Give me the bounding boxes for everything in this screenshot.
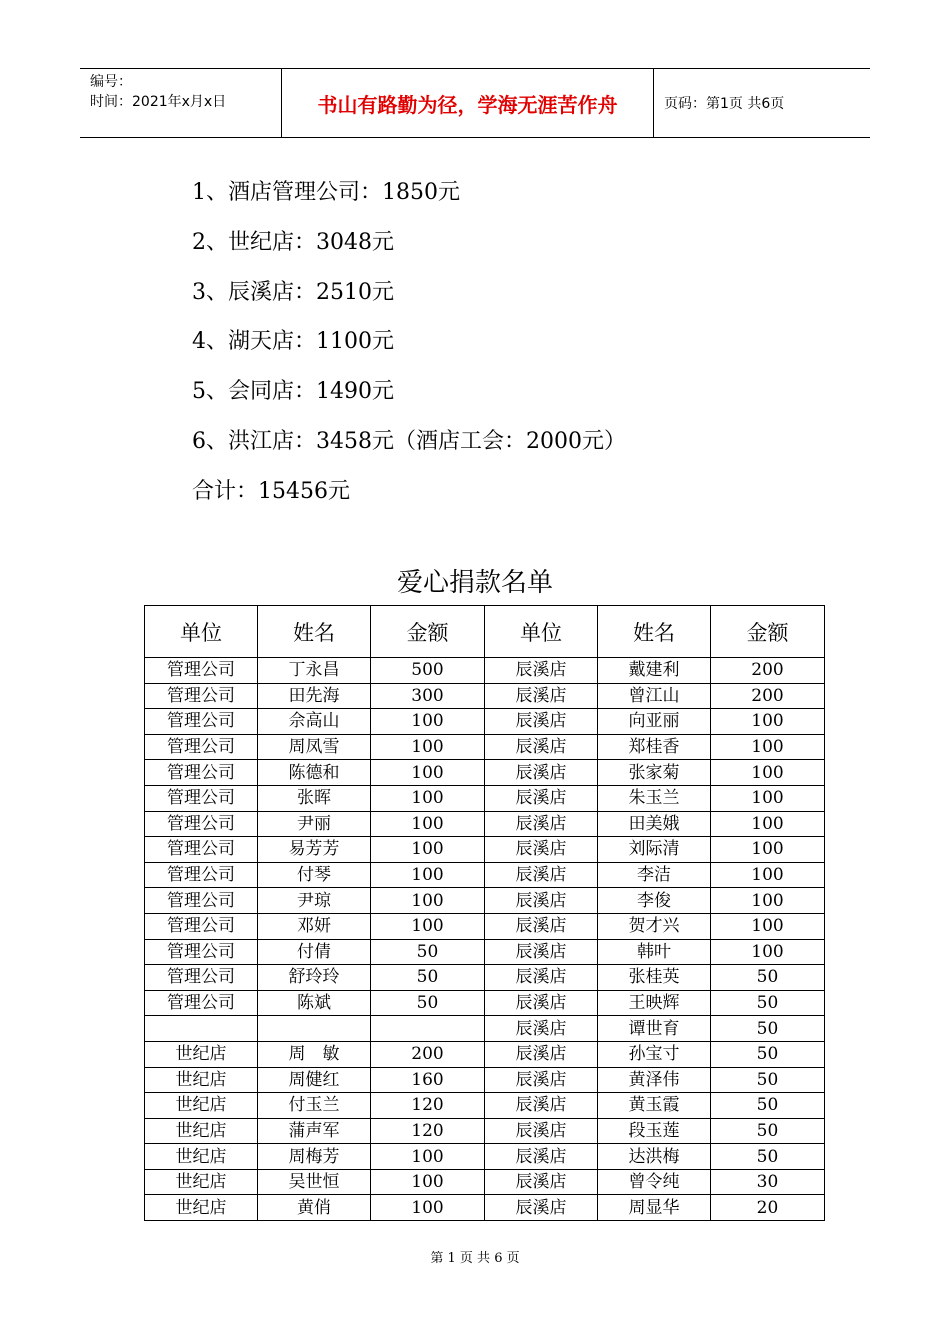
cell-unit: 辰溪店 <box>485 734 598 760</box>
cell-amount: 100 <box>711 837 825 863</box>
cell-name: 孙宝寸 <box>598 1041 711 1067</box>
cell-name: 达洪梅 <box>598 1144 711 1170</box>
cell-unit: 辰溪店 <box>485 837 598 863</box>
cell-name: 付琴 <box>258 862 371 888</box>
summary-line: 2、世纪店：3048元 <box>192 229 394 255</box>
cell-name: 李俊 <box>598 888 711 914</box>
cell-unit: 辰溪店 <box>485 658 598 684</box>
col-header-amount: 金额 <box>371 606 485 658</box>
table-row <box>145 1093 825 1119</box>
cell-unit: 世纪店 <box>145 1169 258 1195</box>
table-row <box>145 939 825 965</box>
cell-amount: 100 <box>371 734 485 760</box>
cell-amount: 100 <box>711 939 825 965</box>
cell-unit: 辰溪店 <box>485 1041 598 1067</box>
cell-amount: 200 <box>711 683 825 709</box>
cell-amount: 100 <box>371 913 485 939</box>
table-row <box>145 1144 825 1170</box>
cell-name: 李洁 <box>598 862 711 888</box>
cell-amount: 100 <box>371 1195 485 1221</box>
cell-name: 丁永昌 <box>258 658 371 684</box>
cell-unit <box>145 1016 258 1042</box>
cell-name: 谭世育 <box>598 1016 711 1042</box>
cell-unit: 管理公司 <box>145 658 258 684</box>
cell-amount: 30 <box>711 1169 825 1195</box>
table-row <box>145 913 825 939</box>
cell-unit: 辰溪店 <box>485 683 598 709</box>
cell-name: 周凤雪 <box>258 734 371 760</box>
page-header <box>80 68 870 138</box>
cell-unit: 辰溪店 <box>485 1067 598 1093</box>
cell-amount: 100 <box>371 837 485 863</box>
summary-line: 5、会同店：1490元 <box>192 379 394 405</box>
cell-name: 段玉莲 <box>598 1118 711 1144</box>
cell-name: 张晖 <box>258 785 371 811</box>
header-time-label: 时间：2021年x月x日 <box>90 94 227 110</box>
summary-total: 合计：15456元 <box>192 478 350 504</box>
table-row <box>145 862 825 888</box>
cell-unit: 辰溪店 <box>485 888 598 914</box>
table-row <box>145 811 825 837</box>
cell-name: 韩叶 <box>598 939 711 965</box>
table-row <box>145 990 825 1016</box>
cell-name: 付玉兰 <box>258 1093 371 1119</box>
cell-unit: 辰溪店 <box>485 913 598 939</box>
cell-amount: 50 <box>711 965 825 991</box>
cell-name: 舒玲玲 <box>258 965 371 991</box>
table-row <box>145 785 825 811</box>
cell-amount: 500 <box>371 658 485 684</box>
cell-name: 贺才兴 <box>598 913 711 939</box>
cell-unit: 管理公司 <box>145 888 258 914</box>
cell-unit: 辰溪店 <box>485 811 598 837</box>
cell-amount: 300 <box>371 683 485 709</box>
cell-amount: 200 <box>711 658 825 684</box>
cell-name: 佘高山 <box>258 709 371 735</box>
cell-amount: 50 <box>371 990 485 1016</box>
cell-name: 尹琼 <box>258 888 371 914</box>
cell-name: 周 敏 <box>258 1041 371 1067</box>
header-page-info: 页码：第1页 共6页 <box>664 96 785 112</box>
cell-unit: 辰溪店 <box>485 1144 598 1170</box>
cell-unit: 管理公司 <box>145 760 258 786</box>
cell-amount: 100 <box>371 1169 485 1195</box>
cell-unit: 辰溪店 <box>485 862 598 888</box>
cell-name: 周显华 <box>598 1195 711 1221</box>
cell-name: 邓妍 <box>258 913 371 939</box>
cell-name: 付倩 <box>258 939 371 965</box>
cell-unit: 世纪店 <box>145 1118 258 1144</box>
cell-name: 周梅芳 <box>258 1144 371 1170</box>
table-title: 爱心捐款名单 <box>396 568 553 598</box>
table-row <box>145 1118 825 1144</box>
cell-amount: 120 <box>371 1093 485 1119</box>
cell-unit: 辰溪店 <box>485 760 598 786</box>
header-motto: 书山有路勤为径，学海无涯苦作舟 <box>282 69 654 137</box>
cell-unit: 辰溪店 <box>485 1016 598 1042</box>
cell-amount: 100 <box>711 785 825 811</box>
col-header-name: 姓名 <box>258 606 371 658</box>
cell-unit: 管理公司 <box>145 990 258 1016</box>
cell-amount: 20 <box>711 1195 825 1221</box>
cell-unit: 管理公司 <box>145 939 258 965</box>
col-header-amount: 金额 <box>711 606 825 658</box>
cell-amount: 100 <box>371 760 485 786</box>
table-header-row <box>145 606 825 658</box>
cell-name: 王映辉 <box>598 990 711 1016</box>
cell-amount: 50 <box>711 1067 825 1093</box>
cell-name: 周健红 <box>258 1067 371 1093</box>
cell-amount: 50 <box>371 939 485 965</box>
col-header-unit: 单位 <box>485 606 598 658</box>
cell-name: 向亚丽 <box>598 709 711 735</box>
cell-unit: 辰溪店 <box>485 709 598 735</box>
cell-name: 黄俏 <box>258 1195 371 1221</box>
cell-amount: 50 <box>711 1118 825 1144</box>
cell-name: 曾江山 <box>598 683 711 709</box>
table-row <box>145 709 825 735</box>
cell-name: 黄玉霞 <box>598 1093 711 1119</box>
cell-name: 田美娥 <box>598 811 711 837</box>
cell-name: 吴世恒 <box>258 1169 371 1195</box>
cell-name: 刘际清 <box>598 837 711 863</box>
cell-name: 蒲声军 <box>258 1118 371 1144</box>
table-row <box>145 760 825 786</box>
cell-unit: 管理公司 <box>145 965 258 991</box>
cell-amount <box>371 1016 485 1042</box>
table-row <box>145 1041 825 1067</box>
cell-unit: 管理公司 <box>145 709 258 735</box>
donation-summary <box>192 168 626 517</box>
cell-amount: 100 <box>711 709 825 735</box>
table-row <box>145 734 825 760</box>
cell-amount: 100 <box>371 811 485 837</box>
cell-name: 黄泽伟 <box>598 1067 711 1093</box>
table-row <box>145 1067 825 1093</box>
cell-unit: 世纪店 <box>145 1093 258 1119</box>
cell-unit: 管理公司 <box>145 913 258 939</box>
cell-name: 陈斌 <box>258 990 371 1016</box>
table-row <box>145 888 825 914</box>
col-header-unit: 单位 <box>145 606 258 658</box>
header-number-label: 编号： <box>90 74 132 90</box>
cell-name: 郑桂香 <box>598 734 711 760</box>
cell-amount: 200 <box>371 1041 485 1067</box>
cell-name: 戴建利 <box>598 658 711 684</box>
cell-name: 曾令纯 <box>598 1169 711 1195</box>
header-meta <box>80 69 282 137</box>
cell-amount: 120 <box>371 1118 485 1144</box>
cell-amount: 100 <box>711 760 825 786</box>
donation-table <box>144 605 825 1221</box>
cell-amount: 50 <box>711 1093 825 1119</box>
cell-name <box>258 1016 371 1042</box>
table-row <box>145 1195 825 1221</box>
cell-unit: 辰溪店 <box>485 965 598 991</box>
cell-name: 尹丽 <box>258 811 371 837</box>
table-row <box>145 1016 825 1042</box>
summary-line: 6、洪江店：3458元（酒店工会：2000元） <box>192 428 626 454</box>
cell-amount: 50 <box>711 1144 825 1170</box>
cell-name: 朱玉兰 <box>598 785 711 811</box>
cell-name: 田先海 <box>258 683 371 709</box>
cell-amount: 100 <box>371 709 485 735</box>
cell-name: 张桂英 <box>598 965 711 991</box>
summary-line: 4、湖天店：1100元 <box>192 329 394 355</box>
table-row <box>145 1169 825 1195</box>
cell-unit: 辰溪店 <box>485 1195 598 1221</box>
col-header-name: 姓名 <box>598 606 711 658</box>
cell-unit: 辰溪店 <box>485 1093 598 1119</box>
cell-amount: 100 <box>711 913 825 939</box>
cell-amount: 100 <box>711 888 825 914</box>
cell-amount: 100 <box>371 888 485 914</box>
cell-unit: 辰溪店 <box>485 1118 598 1144</box>
table-row <box>145 837 825 863</box>
summary-line: 3、辰溪店：2510元 <box>192 279 394 305</box>
cell-amount: 50 <box>371 965 485 991</box>
cell-unit: 世纪店 <box>145 1195 258 1221</box>
cell-unit: 管理公司 <box>145 862 258 888</box>
table-row <box>145 683 825 709</box>
cell-unit: 管理公司 <box>145 683 258 709</box>
table-row <box>145 965 825 991</box>
summary-line: 1、酒店管理公司：1850元 <box>192 180 460 205</box>
cell-amount: 100 <box>711 862 825 888</box>
cell-unit: 辰溪店 <box>485 990 598 1016</box>
cell-unit: 世纪店 <box>145 1144 258 1170</box>
cell-unit: 世纪店 <box>145 1067 258 1093</box>
cell-amount: 50 <box>711 990 825 1016</box>
cell-unit: 辰溪店 <box>485 785 598 811</box>
cell-name: 张家菊 <box>598 760 711 786</box>
cell-amount: 100 <box>711 734 825 760</box>
cell-amount: 100 <box>371 862 485 888</box>
cell-unit: 辰溪店 <box>485 1169 598 1195</box>
cell-unit: 管理公司 <box>145 837 258 863</box>
cell-unit: 管理公司 <box>145 811 258 837</box>
cell-name: 易芳芳 <box>258 837 371 863</box>
cell-amount: 100 <box>711 811 825 837</box>
table-row <box>145 658 825 684</box>
cell-amount: 50 <box>711 1041 825 1067</box>
cell-unit: 辰溪店 <box>485 939 598 965</box>
cell-unit: 管理公司 <box>145 734 258 760</box>
cell-unit: 世纪店 <box>145 1041 258 1067</box>
cell-unit: 管理公司 <box>145 785 258 811</box>
cell-amount: 50 <box>711 1016 825 1042</box>
table-body <box>145 658 825 1221</box>
cell-amount: 160 <box>371 1067 485 1093</box>
cell-amount: 100 <box>371 1144 485 1170</box>
cell-amount: 100 <box>371 785 485 811</box>
page-footer: 第 1 页 共 6 页 <box>430 1251 520 1266</box>
cell-name: 陈德和 <box>258 760 371 786</box>
